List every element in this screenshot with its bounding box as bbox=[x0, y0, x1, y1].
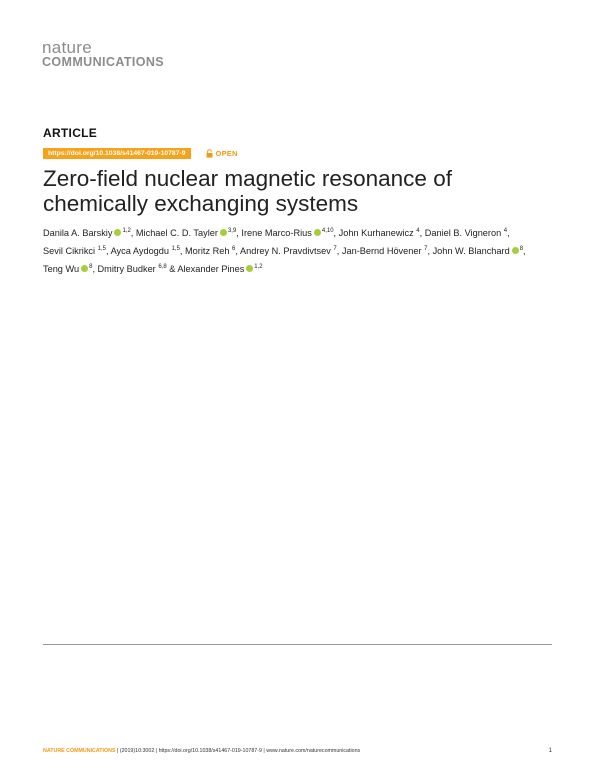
author-name: Daniel B. Vigneron bbox=[424, 228, 502, 238]
author[interactable] bbox=[43, 264, 92, 274]
orcid-icon[interactable] bbox=[220, 229, 227, 236]
author-affiliation-sup: 1,2 bbox=[122, 228, 131, 234]
author-name: Sevil Cikrikci bbox=[43, 246, 96, 256]
author-affiliation-sup: 4 bbox=[416, 228, 420, 234]
author-name: Andrey N. Pravdivtsev bbox=[239, 246, 331, 256]
orcid-icon[interactable] bbox=[314, 229, 321, 236]
author-name: Irene Marco-Rius bbox=[241, 228, 312, 238]
logo-communications: COMMUNICATIONS bbox=[42, 55, 165, 69]
footnote-divider bbox=[43, 644, 552, 645]
author-affiliation-sup: 4,10 bbox=[321, 228, 334, 234]
author-affiliation-sup: 6 bbox=[232, 246, 236, 252]
doi-link[interactable]: https://doi.org/10.1038/s41467-019-10787-9 bbox=[43, 148, 191, 159]
orcid-icon[interactable] bbox=[512, 247, 519, 254]
author[interactable] bbox=[177, 264, 262, 274]
author[interactable] bbox=[339, 228, 420, 238]
author-name: Teng Wu bbox=[43, 264, 80, 274]
author-list: Danila A. Barskiy $^{1,2}$, Michael C. D. Tayler $^{3,9}$, Irene Marco-Rius $^{4,10}$, John Kurhanewicz $^4$, Daniel B. Vigneron $^4$, Sevil Cikrikci $^{1,5}$, Ayca Aydogdu $^{1,5}$, Moritz Reh $^6$, Andrey N. Pravdivtsev $^7$, Jan-Bernd Hövener $^7$, John W. Blanchard $^8$, Teng Wu $^8$, Dmitry Budker $^{6,8}$ & Alexander Pines $^{1,2}$ bbox=[43, 228, 526, 274]
open-access-lock-icon bbox=[206, 149, 213, 158]
author[interactable] bbox=[342, 246, 428, 256]
orcid-icon[interactable] bbox=[81, 265, 88, 272]
section-label: ARTICLE bbox=[43, 126, 98, 140]
footer-journal: NATURE COMMUNICATIONS bbox=[43, 748, 116, 754]
author[interactable] bbox=[425, 228, 507, 238]
author[interactable] bbox=[136, 228, 236, 238]
author-affiliation-sup: 1,5 bbox=[171, 246, 180, 252]
author-name: Alexander Pines bbox=[177, 264, 245, 274]
author-affiliation-sup: 1,5 bbox=[97, 246, 106, 252]
author-name: Dmitry Budker bbox=[97, 264, 156, 274]
author-affiliation-sup: 8 bbox=[519, 246, 524, 252]
orcid-icon[interactable] bbox=[246, 265, 253, 272]
author-affiliation-sup: 6,8 bbox=[158, 264, 167, 270]
author[interactable] bbox=[240, 246, 337, 256]
author-name: Jan-Bernd Hövener bbox=[341, 246, 422, 256]
author-affiliation-sup: 7 bbox=[424, 246, 428, 252]
author-affiliation-sup: 4 bbox=[503, 228, 508, 234]
page-footer bbox=[43, 748, 552, 754]
author-name: John W. Blanchard bbox=[432, 246, 510, 256]
journal-logo bbox=[42, 40, 164, 69]
author[interactable] bbox=[98, 264, 167, 274]
author-name: Danila A. Barskiy bbox=[43, 228, 113, 238]
author[interactable] bbox=[43, 228, 131, 238]
logo-nature: nature bbox=[42, 38, 93, 57]
author[interactable] bbox=[185, 246, 235, 256]
page-number: 1 bbox=[548, 748, 552, 754]
author-name: Ayca Aydogdu bbox=[110, 246, 170, 256]
author[interactable] bbox=[433, 246, 523, 256]
orcid-icon[interactable] bbox=[114, 229, 121, 236]
author-name: John Kurhanewicz bbox=[338, 228, 414, 238]
author[interactable] bbox=[241, 228, 333, 238]
author-name: Moritz Reh bbox=[185, 246, 230, 256]
author-conjunction: & bbox=[166, 264, 178, 274]
article-title: Zero-field nuclear magnetic resonance of chemically exchanging systems bbox=[43, 166, 452, 216]
author-affiliation-sup: 1,2 bbox=[254, 264, 263, 270]
doi-row bbox=[43, 146, 238, 160]
author-name: Michael C. D. Tayler bbox=[135, 228, 218, 238]
author[interactable] bbox=[43, 246, 106, 256]
footer-citation: | (2019)10:3002 | https://doi.org/10.1038/s41467-019-10787-9 | www.nature.com/naturecommunications bbox=[116, 748, 361, 754]
author-affiliation-sup: 7 bbox=[333, 246, 337, 252]
open-access-label: OPEN bbox=[215, 148, 238, 158]
author-affiliation-sup: 8 bbox=[89, 264, 93, 270]
author-affiliation-sup: 3,9 bbox=[227, 228, 237, 234]
author[interactable] bbox=[111, 246, 180, 256]
